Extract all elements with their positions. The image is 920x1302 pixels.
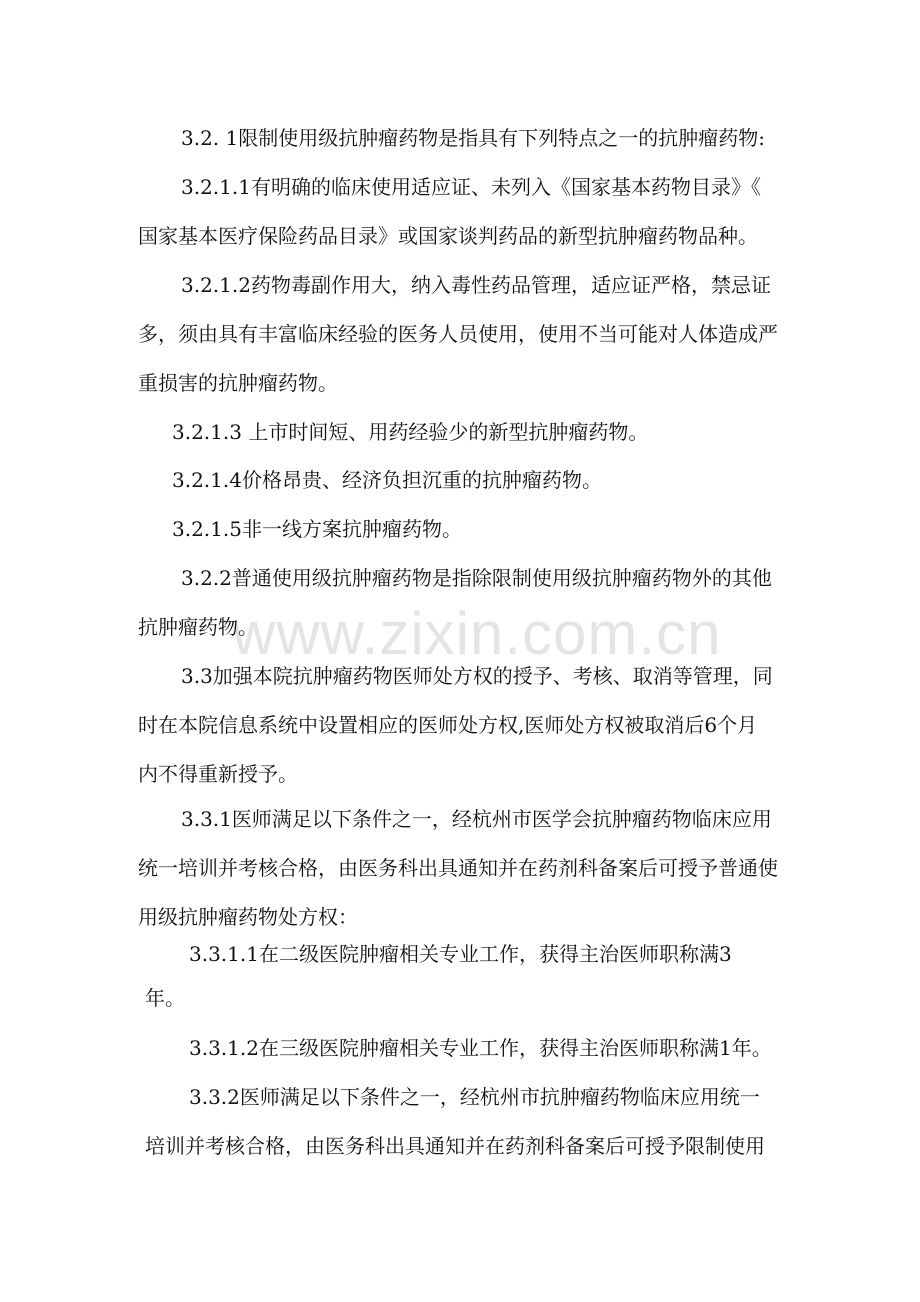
text-line: 内不得重新授予。 (138, 762, 298, 786)
text-line: 3.2.1.5非一线方案抗肿瘤药物。 (172, 517, 462, 541)
text-line: 用级抗肿瘤药物处方权： (138, 905, 358, 929)
text-line: 3.2.1.3 上市时间短、用药经验少的新型抗肿瘤药物。 (172, 420, 649, 444)
text-line: 抗肿瘤药物。 (138, 615, 258, 639)
text-line: 年。 (145, 986, 185, 1010)
text-line: 3.2.2普通使用级抗肿瘤药物是指除限制使用级抗肿瘤药物外的其他 (181, 566, 772, 590)
text-line: 统一培训并考核合格，由医务科出具通知并在药剂科备案后可授予普通使 (138, 856, 778, 880)
text-line: 3.3.1医师满足以下条件之一，经杭州市医学会抗肿瘤药物临床应用 (181, 807, 772, 831)
text-line: 3.2.1.2药物毒副作用大，纳入毒性药品管理，适应证严格，禁忌证 (181, 273, 771, 297)
text-line: 3.3.1.1在二级医院肿瘤相关专业工作，获得主治医师职称满3 (189, 942, 732, 966)
text-line: 时在本院信息系统中设置相应的医师处方权,医师处方权被取消后6个月 (138, 713, 758, 737)
text-line: 培训并考核合格，由医务科出具通知并在药剂科备案后可授予限制使用 (145, 1134, 765, 1158)
text-line: 3.2. 1限制使用级抗肿瘤药物是指具有下列特点之一的抗肿瘤药物: (181, 126, 765, 150)
text-line: 3.2.1.1有明确的临床使用适应证、未列入《国家基本药物目录》《 (181, 175, 761, 199)
text-line: 多，须由具有丰富临床经验的医务人员使用，使用不当可能对人体造成严 (138, 322, 778, 346)
text-line: 3.3.1.2在三级医院肿瘤相关专业工作，获得主治医师职称满1年。 (189, 1036, 772, 1060)
text-line: 重损害的抗肿瘤药物。 (138, 371, 338, 395)
text-line: 3.3.2医师满足以下条件之一，经杭州市抗肿瘤药物临床应用统一 (189, 1085, 760, 1109)
watermark: www.zixin.com.cn (232, 600, 722, 667)
text-line: 国家基本医疗保险药品目录》或国家谈判药品的新型抗肿瘤药物品种。 (138, 224, 758, 248)
text-line: 3.3加强本院抗肿瘤药物医师处方权的授予、考核、取消等管理，同 (181, 664, 773, 688)
text-line: 3.2.1.4价格昂贵、经济负担沉重的抗肿瘤药物。 (172, 468, 602, 492)
